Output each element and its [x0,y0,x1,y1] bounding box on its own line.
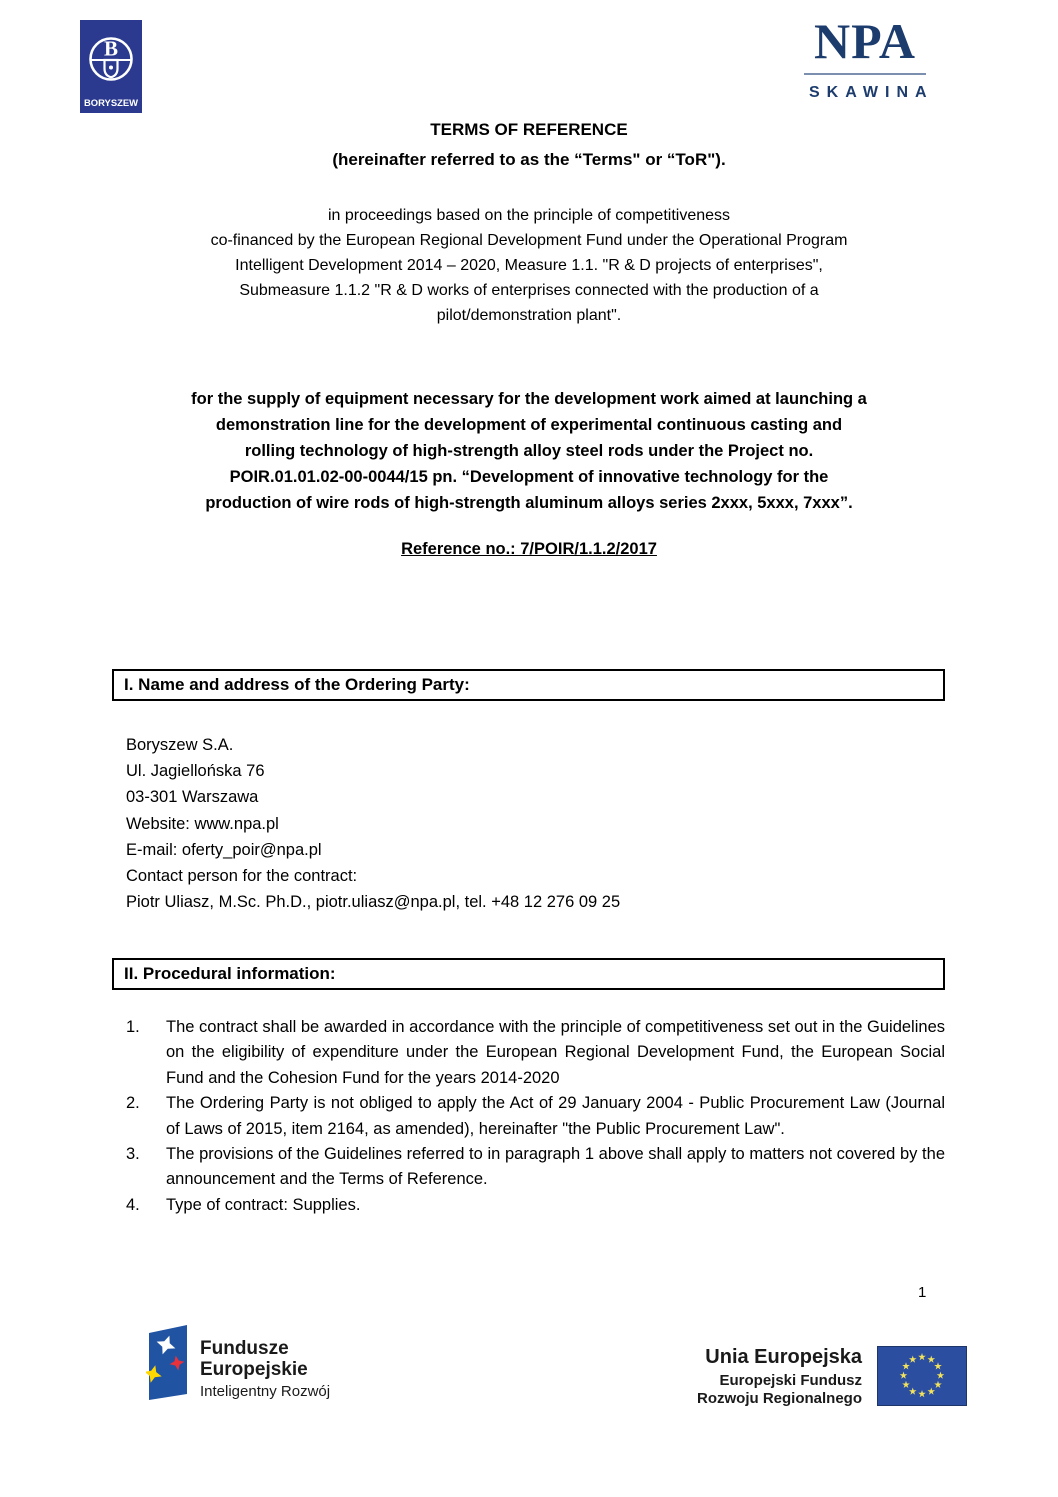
boryszew-wordmark: BORYSZEW [84,98,139,108]
unia-europejska-logo [598,1346,967,1407]
intro-line: Intelligent Development 2014 – 2020, Measure 1.1. "R & D projects of enterprises", [235,257,823,274]
intro-line: co-financed by the European Regional Development Fund under the Operational Program [210,232,848,249]
title-line: TERMS OF REFERENCE [430,120,628,139]
address-line: Contact person for the contract: [126,867,358,886]
npa-wordmark: NPA [813,13,917,69]
intro-line: in proceedings based on the principle of competitiveness [327,207,731,224]
list-item-number: 3. [126,1145,140,1164]
fundusze-subtitle: Inteligentny Rozwój [200,1383,331,1400]
list-item-text: Type of contract: Supplies. [166,1195,361,1214]
unia-subtitle-line: Europejski Fundusz [719,1372,862,1389]
npa-skawina-logo [804,13,934,102]
subject-paragraph [100,386,958,516]
list-item-text: The provisions of the Guidelines referred to in paragraph 1 above shall apply to matters not covered by the announcement and the Terms of Reference. [166,1145,945,1189]
list-item-text: The contract shall be awarded in accordance with the principle of competitiveness set out in the Guidelines on the eligibility of expenditure under the European Regional Development Fund, the European Social Fund and the Cohesion Fund for the years 2014-2020 [166,1018,945,1087]
subject-line: demonstration line for the development of experimental continuous casting and [215,416,843,434]
list-item-text: The Ordering Party is not obliged to apply the Act of 29 January 2004 - Public Procurement Law (Journal of Laws of 2015, item 2164, as amended), hereinafter "the Public Procurement Law". [166,1094,945,1138]
list-item [126,1091,945,1142]
section-heading-procedural [112,958,945,990]
address-line: Ul. Jagiellońska 76 [126,762,265,781]
eu-flag-icon [877,1346,967,1406]
fundusze-flag-icon [146,1324,190,1402]
page-number: 1 [918,1284,927,1301]
unia-text [598,1346,862,1407]
boryszew-logo-icon [80,20,142,113]
list-item-number: 2. [126,1094,140,1113]
address-line: Boryszew S.A. [126,736,234,754]
fundusze-title-line: Europejskie [200,1359,308,1380]
intro-line: pilot/demonstration plant". [436,307,622,324]
fundusze-europejskie-logo [146,1324,330,1402]
intro-line: Submeasure 1.1.2 "R & D works of enterprises connected with the production of a [239,282,819,299]
fundusze-text [200,1338,330,1400]
address-line: 03-301 Warszawa [126,788,259,807]
procedural-list [126,1015,945,1218]
unia-title: Unia Europejska [705,1346,862,1368]
list-item-number: 4. [126,1195,140,1214]
address-line-website: Website: www.npa.pl [126,814,279,833]
section-heading-text: II. Procedural information: [124,964,336,983]
subject-line: for the supply of equipment necessary for the development work aimed at launching a [191,390,867,408]
section-heading-text: I. Name and address of the Ordering Party: [124,675,470,694]
subject-line: POIR.01.01.02-00-0044/15 pn. “Development of innovative technology for the [229,468,829,486]
section-heading-ordering-party [112,669,945,701]
list-item-number: 1. [126,1018,140,1036]
unia-subtitle-line: Rozwoju Regionalnego [697,1389,862,1407]
address-line-email: E-mail: oferty_poir@npa.pl [126,840,322,859]
document-title [112,115,946,175]
title-subline: (hereinafter referred to as the “Terms" or “ToR"). [332,150,726,169]
boryszew-monogram: B [103,36,119,61]
list-item [126,1142,945,1193]
subject-line: rolling technology of high-strength alloy steel rods under the Project no. [244,442,814,460]
ordering-party-address [126,732,620,915]
npa-city-label: SKAWINA [809,84,934,101]
intro-paragraph [100,203,958,328]
boryszew-logo [80,20,142,113]
subject-line: production of wire rods of high-strength aluminum alloys series 2xxx, 5xxx, 7xxx”. [205,494,853,512]
address-line-contact: Piotr Uliasz, M.Sc. Ph.D., piotr.uliasz@npa.pl, tel. +48 12 276 09 25 [126,893,621,912]
reference-number: Reference no.: 7/POIR/1.1.2/2017 [401,540,657,558]
npa-divider [804,73,926,75]
list-item [126,1193,945,1218]
fundusze-title-line: Fundusze [200,1338,289,1359]
list-item [126,1015,945,1091]
